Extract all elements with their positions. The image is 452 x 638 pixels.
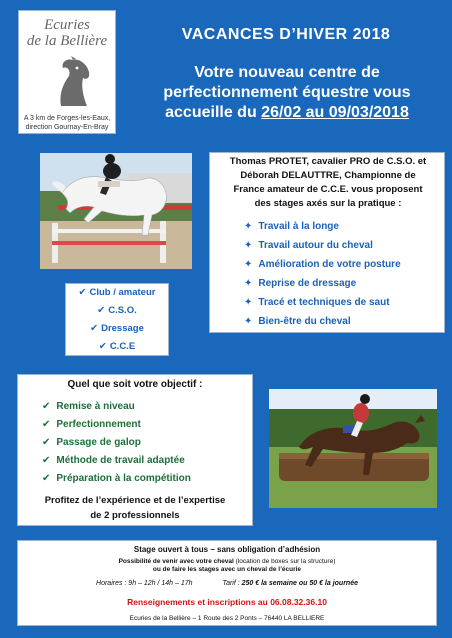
instructors-box bbox=[209, 152, 445, 333]
hours-tarif-line bbox=[18, 580, 436, 587]
objectives-heading: Quel que soit votre objectif : bbox=[67, 379, 203, 390]
list-item bbox=[244, 217, 401, 236]
instructors-intro-line3: France amateur de C.C.E. vous proposent bbox=[233, 184, 423, 195]
instructors-intro-line2: Déborah DELAUTTRE, Championne de bbox=[240, 170, 416, 181]
list-item bbox=[244, 274, 401, 293]
objectives-footer-line1: Profitez de l’expérience et de l’expertise bbox=[44, 495, 226, 506]
topic-label: Reprise de dressage bbox=[258, 278, 357, 289]
list-item bbox=[42, 398, 191, 416]
four-point-star-icon: ✦ bbox=[244, 297, 253, 308]
list-item bbox=[244, 293, 401, 312]
topic-label: Amélioration de votre posture bbox=[258, 259, 401, 270]
page-title: VACANCES D’HIVER 2018 bbox=[181, 26, 391, 43]
logo-location-line1: A 3 km de Forges-les-Eaux, bbox=[23, 115, 111, 122]
objectives-footer bbox=[18, 493, 252, 523]
four-point-star-icon: ✦ bbox=[244, 278, 253, 289]
objective-label: Préparation à la compétition bbox=[56, 473, 191, 484]
logo-name bbox=[19, 17, 115, 49]
list-item bbox=[66, 341, 168, 352]
open-to-all-text: Stage ouvert à tous – sans obligation d’adhésion bbox=[133, 545, 321, 554]
four-point-star-icon: ✦ bbox=[244, 240, 253, 251]
info-box bbox=[17, 540, 437, 626]
subtitle-line3 bbox=[128, 103, 446, 123]
check-icon: ✔ bbox=[42, 401, 51, 412]
disciplines-box bbox=[65, 283, 169, 356]
horse-option-bold: Possibilité de venir avec votre cheval bbox=[118, 558, 234, 565]
logo-name-line2: de la Bellière bbox=[26, 33, 108, 49]
topics-list bbox=[244, 217, 401, 331]
check-icon: ✔ bbox=[90, 323, 99, 334]
objective-label: Remise à niveau bbox=[56, 401, 135, 412]
contact-text: Renseignements et inscriptions au 06.08.32.36.10 bbox=[127, 597, 327, 607]
objective-label: Passage de galop bbox=[56, 437, 141, 448]
check-icon: ✔ bbox=[42, 419, 51, 430]
four-point-star-icon: ✦ bbox=[244, 316, 253, 327]
discipline-label: C.C.E bbox=[109, 341, 136, 352]
list-item bbox=[42, 416, 191, 434]
discipline-label: Club / amateur bbox=[89, 287, 156, 298]
address-text: Ecuries de la Bellière – 1 Route des 2 Ponts – 76440 LA BELLIERE bbox=[129, 615, 325, 622]
topic-label: Tracé et techniques de saut bbox=[258, 297, 390, 308]
list-item bbox=[42, 470, 191, 488]
horse-option-line2: ou de faire les stages avec un cheval de l’écurie bbox=[152, 566, 302, 573]
subtitle-line3-prefix: accueille du bbox=[165, 104, 262, 121]
list-item bbox=[244, 255, 401, 274]
discipline-label: C.S.O. bbox=[108, 305, 137, 316]
tarif-label: Tarif : bbox=[222, 580, 242, 587]
list-item bbox=[66, 305, 168, 316]
instructors-intro bbox=[214, 155, 442, 211]
horse-option-rest: (location de boxes sur la structure) bbox=[233, 558, 336, 565]
subtitle bbox=[128, 63, 446, 123]
show-jumping-photo bbox=[40, 153, 192, 269]
subtitle-line1: Votre nouveau centre de bbox=[194, 64, 380, 81]
logo-name-line1: Ecuries bbox=[44, 17, 90, 33]
topic-label: Travail à la longe bbox=[258, 221, 339, 232]
subtitle-dates: 26/02 au 09/03/2018 bbox=[261, 104, 409, 121]
list-item bbox=[42, 434, 191, 452]
check-icon: ✔ bbox=[78, 287, 87, 298]
objective-label: Perfectionnement bbox=[56, 419, 141, 430]
discipline-label: Dressage bbox=[101, 323, 144, 334]
check-icon: ✔ bbox=[42, 437, 51, 448]
check-icon: ✔ bbox=[98, 341, 107, 352]
logo bbox=[18, 10, 116, 134]
hours-text: Horaires : 9h – 12h / 14h – 17h bbox=[96, 580, 193, 587]
four-point-star-icon: ✦ bbox=[244, 221, 253, 232]
subtitle-line2: perfectionnement équestre vous bbox=[163, 84, 411, 101]
objectives-footer-line2: de 2 professionnels bbox=[90, 510, 180, 521]
four-point-star-icon: ✦ bbox=[244, 259, 253, 270]
list-item bbox=[244, 312, 401, 331]
objective-label: Méthode de travail adaptée bbox=[56, 455, 185, 466]
list-item bbox=[66, 287, 168, 298]
check-icon: ✔ bbox=[97, 305, 106, 316]
list-item bbox=[66, 323, 168, 334]
check-icon: ✔ bbox=[42, 473, 51, 484]
instructors-intro-line1: Thomas PROTET, cavalier PRO de C.S.O. et bbox=[229, 156, 427, 167]
topic-label: Travail autour du cheval bbox=[258, 240, 373, 251]
tarif-value: 250 € la semaine ou 50 € la journée bbox=[241, 580, 358, 587]
horse-option-line1 bbox=[18, 558, 436, 566]
horse-head-icon bbox=[53, 56, 93, 108]
check-icon: ✔ bbox=[42, 455, 51, 466]
list-item bbox=[42, 452, 191, 470]
instructors-intro-line4: des stages axés sur la pratique : bbox=[254, 198, 402, 209]
cross-country-photo bbox=[269, 389, 437, 508]
horse-option-text bbox=[18, 558, 436, 574]
logo-location bbox=[19, 114, 115, 132]
topic-label: Bien-être du cheval bbox=[258, 316, 351, 327]
objectives-box bbox=[17, 374, 253, 526]
list-item bbox=[244, 236, 401, 255]
logo-location-line2: direction Gournay-En-Bray bbox=[25, 124, 109, 131]
objectives-list bbox=[42, 398, 191, 488]
